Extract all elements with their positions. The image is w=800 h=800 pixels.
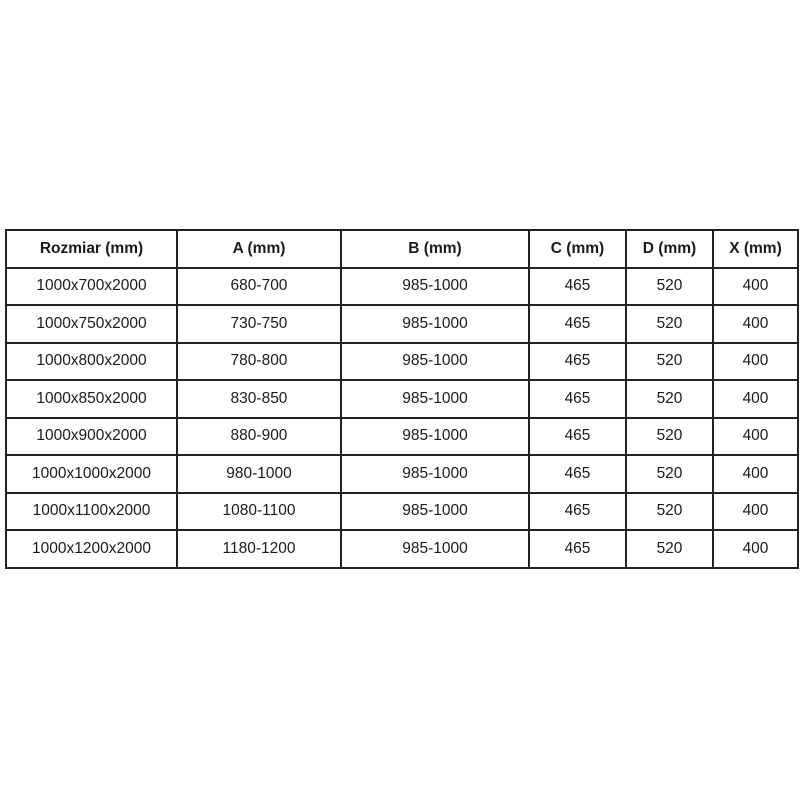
table-cell: 520 bbox=[626, 380, 713, 418]
table-body bbox=[6, 268, 798, 568]
table-cell: 520 bbox=[626, 305, 713, 343]
table-cell: 520 bbox=[626, 455, 713, 493]
table-cell: 465 bbox=[529, 418, 626, 456]
table-row bbox=[6, 455, 798, 493]
table-cell: 400 bbox=[713, 530, 798, 568]
table-cell: 520 bbox=[626, 493, 713, 531]
column-header-4: D (mm) bbox=[626, 230, 713, 268]
table-row bbox=[6, 305, 798, 343]
table-cell: 985-1000 bbox=[341, 343, 529, 381]
table-cell: 400 bbox=[713, 305, 798, 343]
column-header-3: C (mm) bbox=[529, 230, 626, 268]
header-row bbox=[6, 230, 798, 268]
table-cell: 985-1000 bbox=[341, 418, 529, 456]
table-row bbox=[6, 418, 798, 456]
table-cell: 400 bbox=[713, 418, 798, 456]
table-cell: 780-800 bbox=[177, 343, 341, 381]
table-row bbox=[6, 493, 798, 531]
table-cell: 520 bbox=[626, 343, 713, 381]
table-cell: 465 bbox=[529, 530, 626, 568]
table-cell: 1000x850x2000 bbox=[6, 380, 177, 418]
table-cell: 400 bbox=[713, 343, 798, 381]
table-cell: 730-750 bbox=[177, 305, 341, 343]
table-cell: 1000x1200x2000 bbox=[6, 530, 177, 568]
table-row bbox=[6, 380, 798, 418]
table-cell: 880-900 bbox=[177, 418, 341, 456]
table-cell: 400 bbox=[713, 455, 798, 493]
table-cell: 465 bbox=[529, 455, 626, 493]
table-cell: 985-1000 bbox=[341, 530, 529, 568]
table-cell: 400 bbox=[713, 493, 798, 531]
table-cell: 1000x1000x2000 bbox=[6, 455, 177, 493]
column-header-5: X (mm) bbox=[713, 230, 798, 268]
table-cell: 520 bbox=[626, 418, 713, 456]
table-cell: 1000x750x2000 bbox=[6, 305, 177, 343]
table-cell: 400 bbox=[713, 380, 798, 418]
table-cell: 680-700 bbox=[177, 268, 341, 306]
column-header-0: Rozmiar (mm) bbox=[6, 230, 177, 268]
table-cell: 465 bbox=[529, 380, 626, 418]
table-cell: 520 bbox=[626, 530, 713, 568]
table-row bbox=[6, 268, 798, 306]
table-cell: 520 bbox=[626, 268, 713, 306]
table-row bbox=[6, 343, 798, 381]
table-row bbox=[6, 530, 798, 568]
table-cell: 465 bbox=[529, 343, 626, 381]
table-cell: 1000x1100x2000 bbox=[6, 493, 177, 531]
table-cell: 465 bbox=[529, 493, 626, 531]
table-cell: 1000x700x2000 bbox=[6, 268, 177, 306]
table-cell: 465 bbox=[529, 305, 626, 343]
table-cell: 465 bbox=[529, 268, 626, 306]
column-header-1: A (mm) bbox=[177, 230, 341, 268]
table-cell: 1080-1100 bbox=[177, 493, 341, 531]
table-cell: 400 bbox=[713, 268, 798, 306]
table-cell: 830-850 bbox=[177, 380, 341, 418]
table-cell: 985-1000 bbox=[341, 380, 529, 418]
table-cell: 1000x800x2000 bbox=[6, 343, 177, 381]
table-cell: 985-1000 bbox=[341, 493, 529, 531]
table-cell: 985-1000 bbox=[341, 455, 529, 493]
table-cell: 980-1000 bbox=[177, 455, 341, 493]
table-cell: 985-1000 bbox=[341, 268, 529, 306]
size-spec-table bbox=[5, 229, 799, 569]
column-header-2: B (mm) bbox=[341, 230, 529, 268]
table-cell: 1000x900x2000 bbox=[6, 418, 177, 456]
table-cell: 1180-1200 bbox=[177, 530, 341, 568]
table-cell: 985-1000 bbox=[341, 305, 529, 343]
